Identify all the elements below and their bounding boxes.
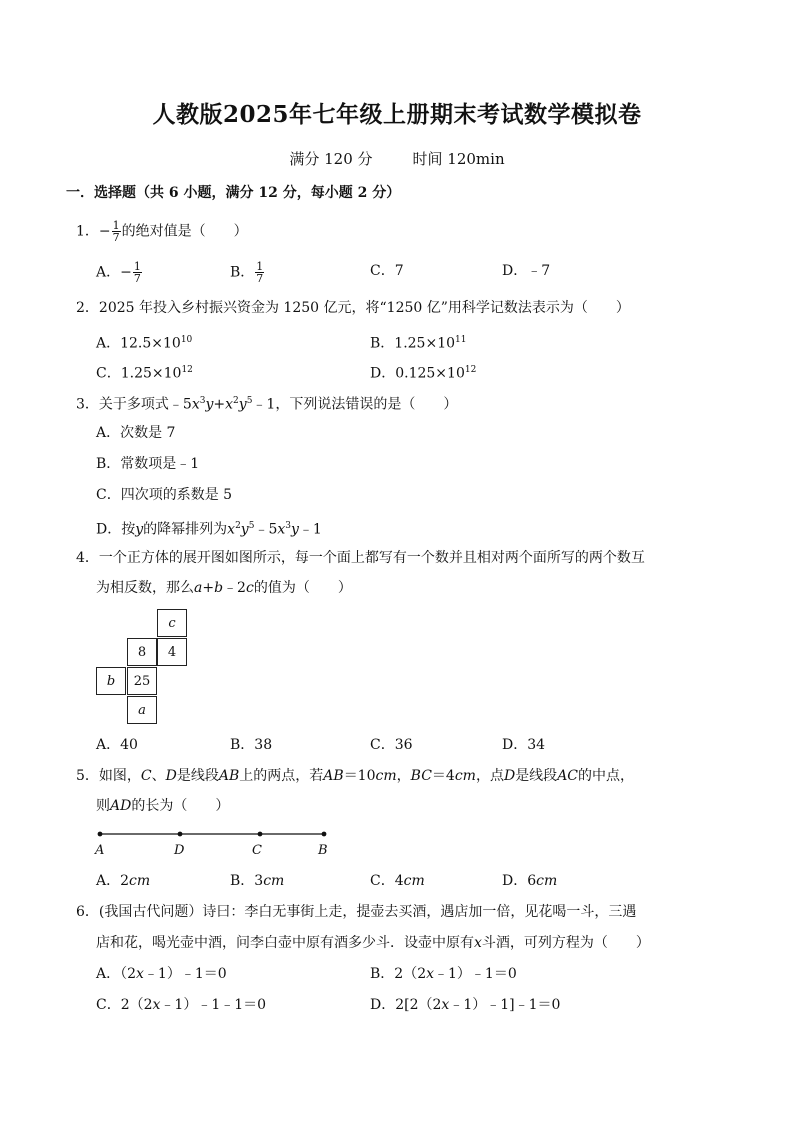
q6-option-c[interactable]: C．2（2x﹣1）﹣1﹣1＝0: [96, 997, 267, 1013]
q4-option-a[interactable]: A．40: [96, 737, 138, 753]
q6-option-a[interactable]: A．（2x﹣1）﹣1＝0: [96, 966, 227, 982]
label-a: A: [95, 843, 105, 858]
q3-option-d[interactable]: D．按y的降幂排列为$x^2y^5﹣5x^3y﹣1$: [96, 521, 322, 538]
exam-info: [0, 148, 794, 169]
question-1: 1．− $\frac{1}{7}$ 的绝对值是（ ）: [76, 219, 248, 244]
q3-option-a[interactable]: A．次数是 7: [96, 425, 176, 441]
q2-option-a[interactable]: A．$12.5\times 10^{10}$: [96, 335, 193, 352]
q2-option-b[interactable]: B．$1.25\times 10^{11}$: [370, 335, 467, 352]
net-cell-a: a: [127, 696, 157, 724]
q5-option-c[interactable]: C．4cm: [370, 873, 425, 889]
q5-option-b[interactable]: B．3cm: [230, 873, 285, 889]
q4-option-d[interactable]: D．34: [502, 737, 546, 753]
net-cell-25: 25: [127, 667, 157, 695]
net-cell-c: c: [157, 609, 187, 637]
q5-option-d[interactable]: D．6cm: [502, 873, 558, 889]
q6-option-d[interactable]: D．2[2（2x﹣1）﹣1]﹣1＝0: [370, 997, 561, 1013]
point-d: [178, 832, 183, 837]
net-cell-8: 8: [127, 638, 157, 666]
question-5-line-1: 5．如图，C、D是线段AB上的两点，若AB＝10cm，BC＝4cm，点D是线段AC的中点，: [76, 768, 635, 784]
net-cell-4: 4: [157, 638, 187, 666]
section-heading: 一．选择题（共 6 小题，满分 12 分，每小题 2 分）: [66, 185, 401, 201]
net-cell-b: b: [96, 667, 126, 695]
question-2: 2．2025 年投入乡村振兴资金为 1250 亿元，将“1250 亿”用科学记数法表示为（ ）: [76, 300, 630, 316]
q1-option-b[interactable]: B． $\frac{1}{7}$: [230, 260, 264, 285]
question-3: 3．关于多项式$﹣5x^3y+x^2y^5﹣1$，下列说法错误的是（ ）: [76, 396, 458, 413]
line-segment-figure: [94, 826, 344, 862]
question-4-line-1: 4．一个正方体的展开图如图所示，每一个面上都写有一个数并且相对两个面所写的两个数互: [76, 550, 645, 566]
exam-time: 时间 120min: [412, 150, 505, 168]
q1-option-c[interactable]: C．7: [370, 263, 404, 279]
cube-net-figure: [96, 609, 189, 726]
q4-option-b[interactable]: B．38: [230, 737, 273, 753]
q3-option-c[interactable]: C．四次项的系数是 5: [96, 487, 233, 503]
fraction: $\frac{1}{7}$: [112, 219, 120, 244]
point-a: [98, 832, 103, 837]
q3-option-b[interactable]: B．常数项是﹣1: [96, 456, 200, 472]
question-5-line-2: 则AD的长为（ ）: [96, 798, 230, 814]
q1-option-d[interactable]: D．﹣7: [502, 263, 551, 279]
question-6-line-1: 6．(我国古代问题）诗曰：李白无事街上走，提壶去买酒，遇店加一倍，见花喝一斗，三遇: [76, 904, 637, 920]
q2-option-d[interactable]: D．$0.125\times 10^{12}$: [370, 365, 477, 382]
label-d: D: [174, 843, 185, 858]
question-6-line-2: 店和花，喝光壶中酒，问李白壶中原有酒多少斗．设壶中原有x斗酒，可列方程为（ ）: [96, 935, 650, 951]
page-title: 人教版2025年七年级上册期末考试数学模拟卷: [152, 101, 642, 128]
point-c: [258, 832, 263, 837]
point-b: [322, 832, 327, 837]
label-c: C: [252, 843, 262, 858]
q4-option-c[interactable]: C．36: [370, 737, 413, 753]
question-4-line-2: 为相反数，那么a+b﹣2c的值为（ ）: [96, 580, 352, 596]
full-score: 满分 120 分: [289, 150, 373, 168]
q2-option-c[interactable]: C．$1.25\times 10^{12}$: [96, 365, 193, 382]
q6-option-b[interactable]: B．2（2x﹣1）﹣1＝0: [370, 966, 517, 982]
q1-option-a[interactable]: A．− $\frac{1}{7}$: [96, 260, 141, 285]
label-b: B: [318, 843, 328, 858]
q5-option-a[interactable]: A．2cm: [96, 873, 151, 889]
